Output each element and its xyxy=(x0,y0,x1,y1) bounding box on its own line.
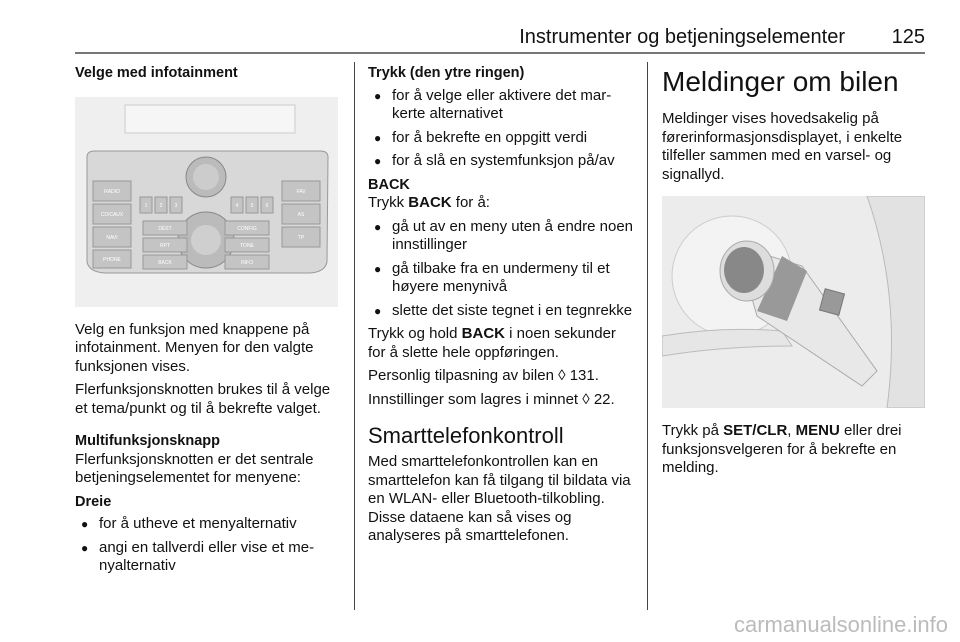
column-1 xyxy=(75,64,343,581)
paragraph: Trykk og hold BACK i noen sekunder for å slette hele oppføringen. xyxy=(368,325,616,361)
panel-label: 3 xyxy=(174,202,178,209)
paragraph: Med smarttelefonkontrollen kan en smarttelefon kan få tilgang til bildata via en WLAN- eller Bluetooth-tilkobling. Disse dataene kan så vises og analyseres på smarttelefonen. xyxy=(368,453,631,544)
column-3 xyxy=(662,64,928,483)
panel-label: NAVI xyxy=(106,234,118,241)
paragraph: Flerfunksjonsknotten brukes til å velge et tema/punkt og til å bekrefte valget. xyxy=(75,381,331,417)
panel-label: CD/CAUX xyxy=(100,211,124,218)
column-divider xyxy=(647,62,648,610)
bullet-item: ● for å slå en systemfunksjon på/av xyxy=(368,152,636,171)
panel-label: BACK xyxy=(158,259,172,266)
panel-label: TP xyxy=(297,234,305,241)
bullet-item: ● for å utheve et menyalternativ xyxy=(75,515,343,534)
panel-label: 2 xyxy=(159,202,163,209)
paragraph: Meldinger vises hovedsakelig på førerinformasjonsdisplayet, i enkelte tilfeller sammen med en varsel- og signallyd. xyxy=(662,110,903,183)
paragraph: Trykk BACK for å: xyxy=(368,194,490,211)
panel-label: 4 xyxy=(235,202,239,209)
cross-reference[interactable]: Innstillinger som lagres i minnet ◊ 22. xyxy=(368,390,615,408)
panel-label: 1 xyxy=(144,202,148,209)
watermark: carmanualsonline.info xyxy=(733,612,948,637)
page-number: 125 xyxy=(891,26,925,48)
subheading: Trykk (den ytre ringen) xyxy=(368,65,525,81)
steering-column-stalk-illustration xyxy=(662,196,925,408)
panel-label: CONFIG xyxy=(237,225,257,232)
bullet-item: ● gå tilbake fra en undermeny til et høyere menynivå xyxy=(368,260,636,297)
paragraph: Flerfunksjonsknotten er det sentrale betjeningselementet for menyene: xyxy=(75,450,314,486)
subheading: Multifunksjonsknapp xyxy=(75,433,220,449)
section-heading: Smarttelefonkontroll xyxy=(368,423,564,448)
panel-label: PHONE xyxy=(103,256,121,263)
section-heading: Meldinger om bilen xyxy=(662,66,899,97)
panel-label: INFO xyxy=(241,259,253,266)
bullet-item: ● gå ut av en meny uten å endre noen innstillinger xyxy=(368,218,636,255)
infotainment-panel-illustration xyxy=(75,97,338,307)
section-heading: Velge med infotainment xyxy=(75,65,238,81)
column-2 xyxy=(368,64,636,551)
panel-label: AS xyxy=(297,211,305,218)
paragraph: Trykk på SET/CLR, MENU eller drei funksjonsvelgeren for å bekrefte en melding. xyxy=(662,422,902,476)
bullet-item: ● for å bekrefte en oppgitt verdi xyxy=(368,129,636,148)
header-title: Instrumenter og betjeningselementer xyxy=(519,26,845,48)
panel-label: RADIO xyxy=(104,188,120,195)
panel-label: 5 xyxy=(250,202,254,209)
bullet-item: ● for å velge eller aktivere det markerte alternativet xyxy=(368,87,636,124)
column-divider xyxy=(354,62,355,610)
panel-label: RPT xyxy=(160,242,170,249)
panel-label: TONE xyxy=(240,242,254,249)
subheading: Dreie xyxy=(75,493,112,510)
bullet-item: ● angi en tallverdi eller vise et menyalternativ xyxy=(75,539,343,576)
panel-label: DEST xyxy=(158,225,172,232)
bullet-item: ● slette det siste tegnet i en tegnrekke xyxy=(368,302,636,321)
cross-reference[interactable]: Personlig tilpasning av bilen ◊ 131. xyxy=(368,367,599,384)
page-header xyxy=(75,24,925,54)
panel-label: 6 xyxy=(265,202,269,209)
panel-label: FAV xyxy=(296,188,306,195)
subheading: BACK xyxy=(368,176,410,193)
paragraph: Velg en funksjon med knappene på infotainment. Menyen for den valgte funksjonen vises. xyxy=(75,320,314,375)
